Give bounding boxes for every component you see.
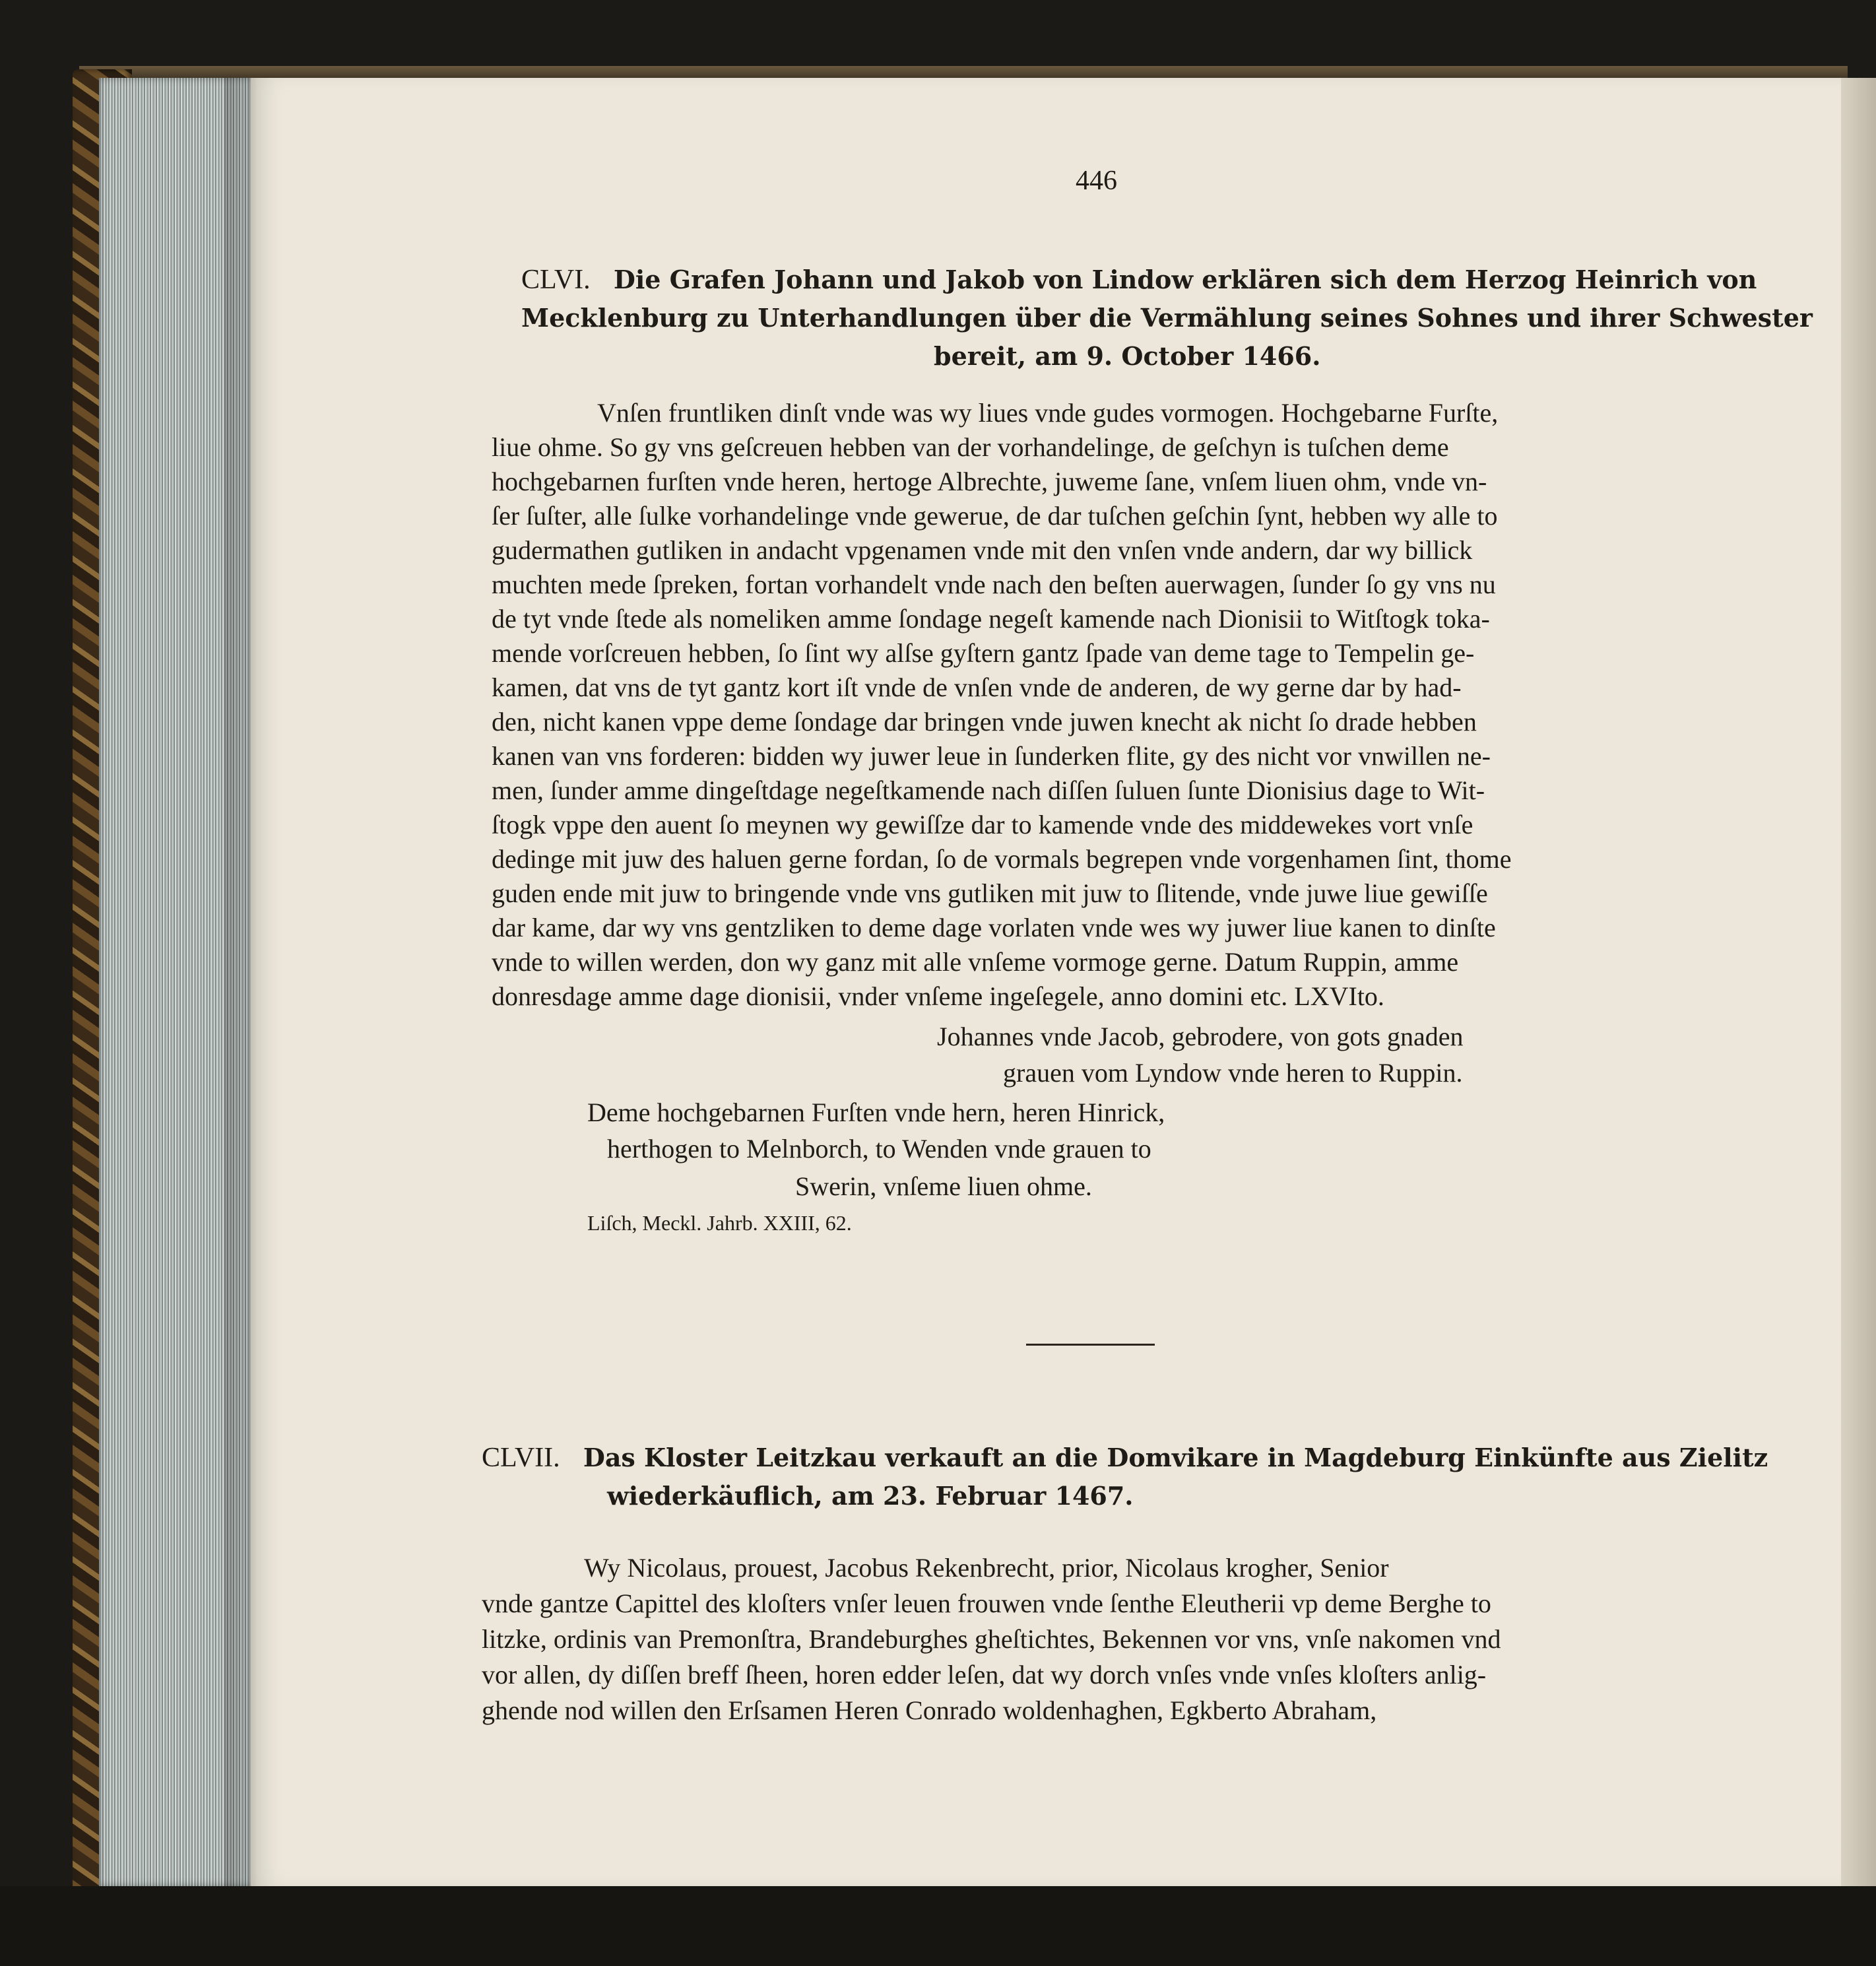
doc156-body-line: ſer ſuſter, alle ſulke vorhandelinge vnde gewerue, de dar tuſchen geſchin ſynt, hebben wy alle to bbox=[492, 501, 1498, 531]
doc156-body-line: guden ende mit juw to bringende vnde vns gutliken mit juw to ſlitende, vnde juwe liue gewiſſe bbox=[492, 878, 1488, 908]
doc156-body-line: vnde to willen werden, don wy ganz mit alle vnſeme vormoge gerne. Datum Ruppin, amme bbox=[492, 947, 1459, 977]
doc156-heading-line-3: bereit, am 9. October 1466. bbox=[934, 341, 1321, 371]
doc156-heading-text-1: Die Grafen Johann und Jakob von Lindow erklären sich dem Herzog Heinrich von bbox=[613, 265, 1757, 294]
doc157-heading-text-1: Das Kloster Leitzkau verkauft an die Domvikare in Magdeburg Einkünfte aus Zielitz bbox=[583, 1443, 1768, 1472]
facing-page-edge bbox=[1841, 78, 1876, 1886]
doc156-signature-line-2: grauen vom Lyndow vnde heren to Ruppin. bbox=[1003, 1058, 1463, 1088]
doc156-body-line: liue ohme. So gy vns geſcreuen hebben van der vorhandelinge, de geſchyn is tuſchen deme bbox=[492, 432, 1449, 462]
doc156-body-line: hochgebarnen furſten vnde heren, hertoge Albrechte, juweme ſane, vnſem liuen ohm, vnde vn- bbox=[492, 467, 1487, 496]
gutter-shadow bbox=[224, 78, 257, 1886]
doc156-address-line-1: Deme hochgebarnen Furſten vnde hern, heren Hinrick, bbox=[587, 1098, 1165, 1127]
doc156-heading-line-2: Mecklenburg zu Unterhandlungen über die Vermählung seines Sohnes und ihrer Schwester bbox=[521, 303, 1813, 333]
page-number: 446 bbox=[1076, 166, 1117, 196]
doc157-body-line: Wy Nicolaus, prouest, Jacobus Rekenbrecht, prior, Nicolaus krogher, Senior bbox=[584, 1553, 1389, 1583]
doc156-address-line-3: Swerin, vnſeme liuen ohme. bbox=[795, 1171, 1092, 1201]
doc157-heading-line-1 bbox=[482, 1439, 1768, 1477]
doc156-body-line: de tyt vnde ſtede als nomeliken amme ſondage negeſt kamende nach Dionisii to Witſtogk toka- bbox=[492, 604, 1490, 634]
doc156-signature-line-1: Johannes vnde Jacob, gebrodere, von gots gnaden bbox=[937, 1022, 1464, 1051]
doc156-body-line: den, nicht kanen vppe deme ſondage dar bringen vnde juwen knecht ak nicht ſo drade hebben bbox=[492, 707, 1477, 737]
doc156-body-line: gudermathen gutliken in andacht vpgenamen vnde mit den vnſen vnde andern, dar wy billick bbox=[492, 535, 1473, 565]
section-divider bbox=[1026, 1344, 1155, 1346]
background-bottom bbox=[0, 1886, 1876, 1966]
doc156-body-line: donresdage amme dage dionisii, vnder vnſeme ingeſegele, anno domini etc. LXVIto. bbox=[492, 981, 1384, 1011]
doc156-body-line: muchten mede ſpreken, fortan vorhandelt vnde nach den beſten auerwagen, ſunder ſo gy vns nu bbox=[492, 570, 1496, 599]
doc156-body-line: men, ſunder amme dingeſtdage negeſtkamende nach diſſen ſuluen ſunte Dionisius dage to Wit- bbox=[492, 775, 1485, 805]
doc157-heading-line-2: wiederkäuflich, am 23. Februar 1467. bbox=[607, 1481, 1134, 1511]
doc156-body-line: Vnſen fruntliken dinſt vnde was wy liues vnde gudes vormogen. Hochgebarne Furſte, bbox=[597, 398, 1499, 428]
doc156-body-line: ſtogk vppe den auent ſo meynen wy gewiſſze dar to kamende vnde des middewekes vort vnſe bbox=[492, 810, 1473, 839]
doc156-address-line-2: herthogen to Melnborch, to Wenden vnde grauen to bbox=[607, 1134, 1151, 1163]
doc157-body-line: vnde gantze Capittel des kloſters vnſer leuen frouwen vnde ſenthe Eleutherii vp deme Berghe to bbox=[482, 1589, 1491, 1618]
doc157-number: CLVII. bbox=[482, 1443, 560, 1473]
doc156-body-line: dedinge mit juw des haluen gerne fordan, ſo de vormals begrepen vnde vorgenhamen ſint, thome bbox=[492, 844, 1512, 874]
doc156-heading-line-1 bbox=[521, 261, 1757, 299]
doc156-body-line: kanen van vns forderen: bidden wy juwer leue in ſunderken flite, gy des nicht vor vnwillen ne- bbox=[492, 741, 1491, 771]
doc156-body-line: kamen, dat vns de tyt gantz kort iſt vnde de vnſen vnde de anderen, de wy gerne dar by had- bbox=[492, 672, 1462, 702]
doc157-body-line: ghende nod willen den Erſsamen Heren Conrado woldenhaghen, Egkberto Abraham, bbox=[482, 1695, 1377, 1725]
doc156-number: CLVI. bbox=[521, 265, 591, 295]
doc156-body-line: mende vorſcreuen hebben, ſo ſint wy alſse gyſtern gantz ſpade van deme tage to Tempelin ge- bbox=[492, 638, 1475, 668]
doc157-body-line: vor allen, dy diſſen breff ſheen, horen edder leſen, dat wy dorch vnſes vnde vnſes kloſters anlig- bbox=[482, 1660, 1487, 1689]
doc156-body-line: dar kame, dar wy vns gentzliken to deme dage vorlaten vnde wes wy juwer liue kanen to dinſte bbox=[492, 913, 1496, 942]
doc157-body-line: litzke, ordinis van Premonſtra, Brandeburghes gheſtichtes, Bekennen vor vns, vnſe nakomen vnd bbox=[482, 1624, 1501, 1654]
doc156-source: Liſch, Meckl. Jahrb. XXIII, 62. bbox=[587, 1211, 852, 1235]
